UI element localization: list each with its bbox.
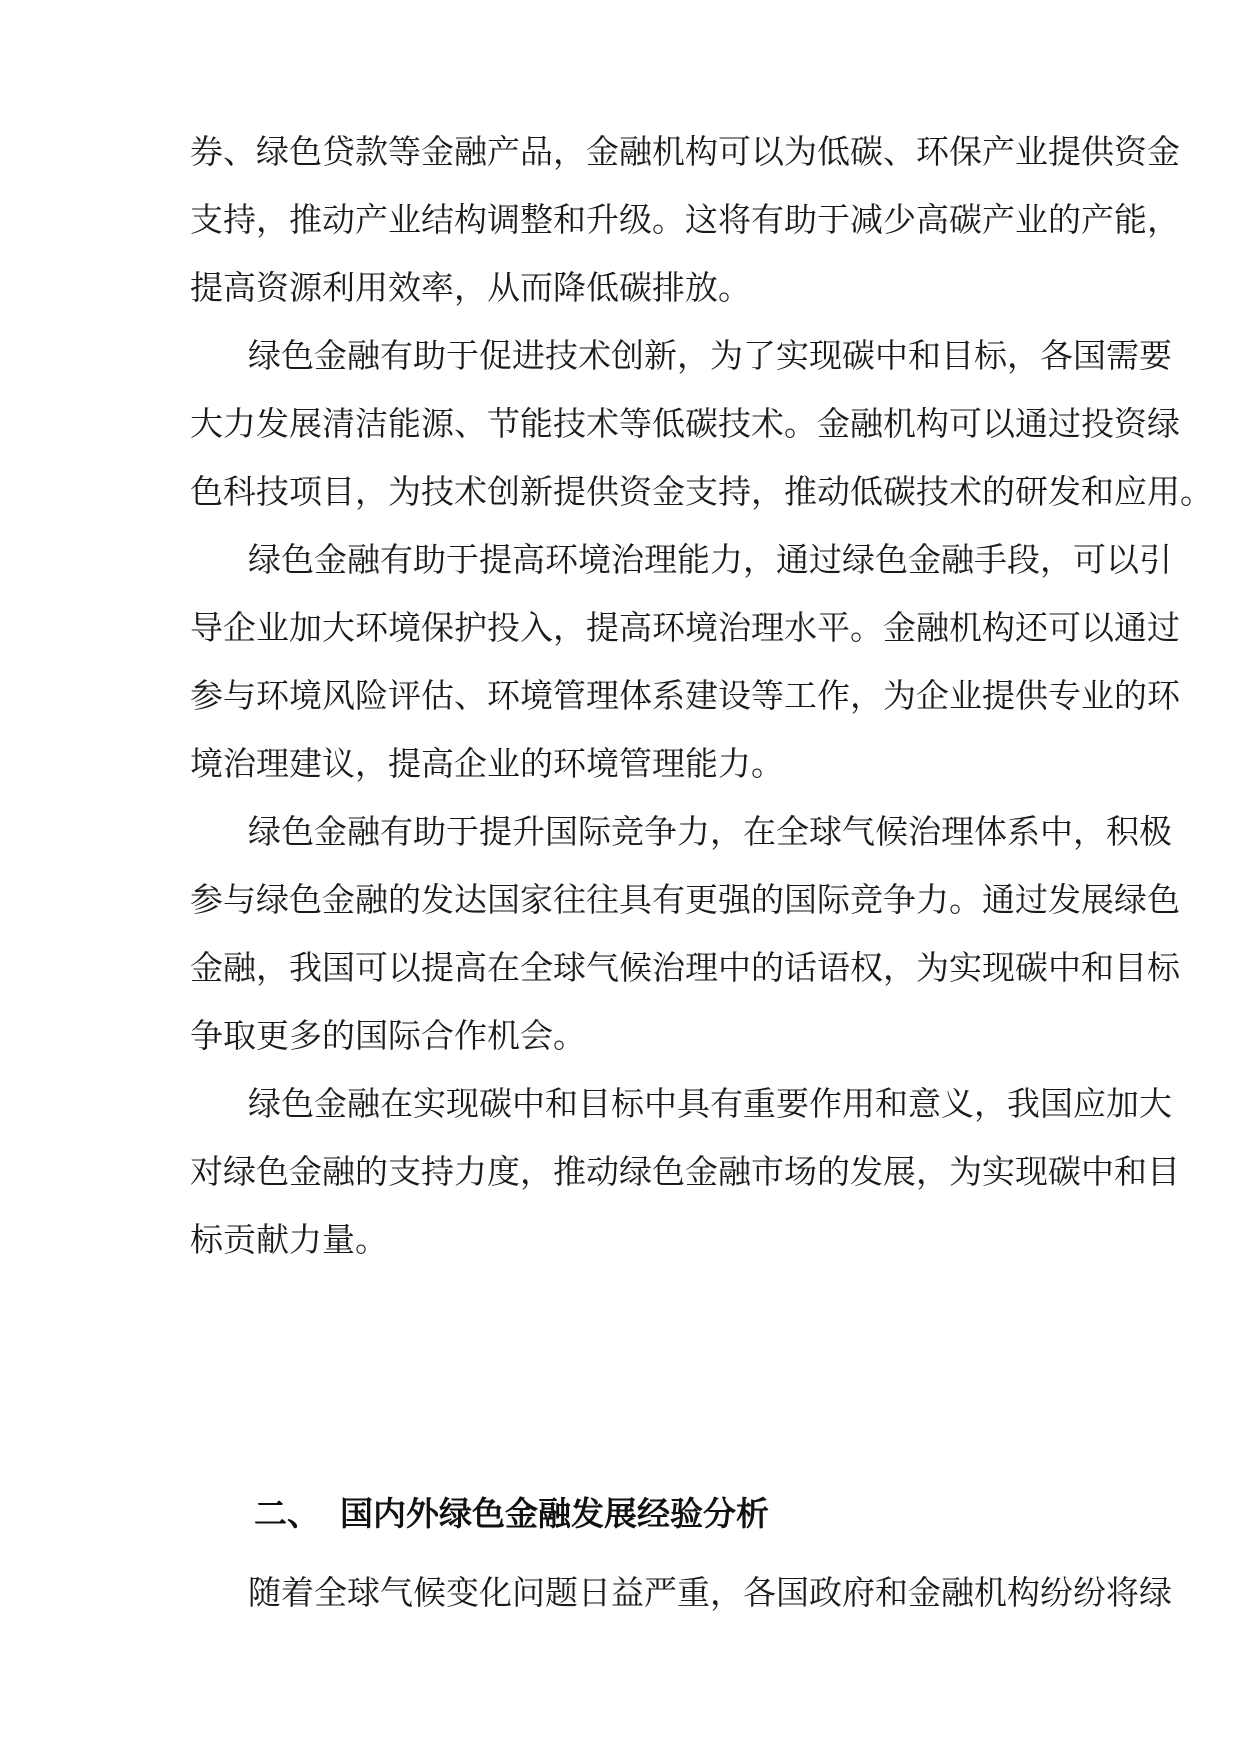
paragraph-4-line-1 [0, 802, 1241, 862]
paragraph-6-line-1 [0, 1563, 1241, 1623]
paragraph-2-line-3 [0, 462, 1241, 522]
paragraph-1-line-2 [0, 190, 1241, 250]
text-line: 标贡献力量。 [190, 1220, 388, 1259]
paragraph-3-line-3 [0, 666, 1241, 726]
text-line: 提高资源利用效率，从而降低碳排放。 [190, 268, 751, 307]
section-title: 国内外绿色金融发展经验分析 [340, 1494, 769, 1533]
paragraph-4-line-4 [0, 1006, 1241, 1066]
paragraph-3-line-4 [0, 734, 1241, 794]
text-line: 参与绿色金融的发达国家往往具有更强的国际竞争力。通过发展绿色 [190, 880, 1180, 919]
text-line: 绿色金融有助于提升国际竞争力，在全球气候治理体系中，积极 [248, 812, 1172, 851]
paragraph-5-line-3 [0, 1210, 1241, 1270]
text-line: 对绿色金融的支持力度，推动绿色金融市场的发展，为实现碳中和目 [190, 1152, 1180, 1191]
text-line: 参与环境风险评估、环境管理体系建设等工作，为企业提供专业的环 [190, 676, 1180, 715]
paragraph-3-line-1 [0, 530, 1241, 590]
paragraph-4-line-2 [0, 870, 1241, 930]
paragraph-2-line-2 [0, 394, 1241, 454]
text-line: 绿色金融有助于促进技术创新，为了实现碳中和目标，各国需要 [248, 336, 1172, 375]
text-line: 支持，推动产业结构调整和升级。这将有助于减少高碳产业的产能， [190, 200, 1180, 239]
text-line: 随着全球气候变化问题日益严重，各国政府和金融机构纷纷将绿 [248, 1573, 1172, 1612]
paragraph-2-line-1 [0, 326, 1241, 386]
text-line: 绿色金融有助于提高环境治理能力，通过绿色金融手段，可以引 [248, 540, 1172, 579]
section-heading [0, 1484, 1241, 1544]
section-number: 二、 [254, 1494, 320, 1533]
paragraph-1-line-1 [0, 122, 1241, 182]
text-line: 绿色金融在实现碳中和目标中具有重要作用和意义，我国应加大 [248, 1084, 1172, 1123]
paragraph-4-line-3 [0, 938, 1241, 998]
text-line: 境治理建议，提高企业的环境管理能力。 [190, 744, 784, 783]
paragraph-5-line-2 [0, 1142, 1241, 1202]
text-line: 券、绿色贷款等金融产品，金融机构可以为低碳、环保产业提供资金 [190, 132, 1180, 171]
text-line: 大力发展清洁能源、节能技术等低碳技术。金融机构可以通过投资绿 [190, 404, 1180, 443]
text-line: 导企业加大环境保护投入，提高环境治理水平。金融机构还可以通过 [190, 608, 1180, 647]
text-line: 色科技项目，为技术创新提供资金支持，推动低碳技术的研发和应用。 [190, 472, 1213, 511]
paragraph-1-line-3 [0, 258, 1241, 318]
text-line: 金融，我国可以提高在全球气候治理中的话语权，为实现碳中和目标 [190, 948, 1180, 987]
text-line: 争取更多的国际合作机会。 [190, 1016, 586, 1055]
paragraph-5-line-1 [0, 1074, 1241, 1134]
paragraph-3-line-2 [0, 598, 1241, 658]
